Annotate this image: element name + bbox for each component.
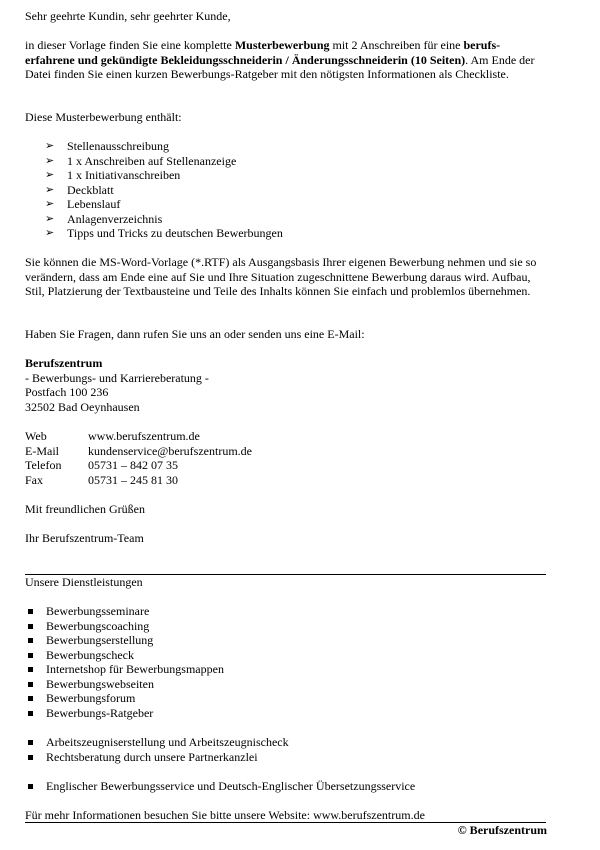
arrow-bullet-icon: ➢ [45,169,55,181]
arrow-bullet-icon: ➢ [45,212,55,225]
web-link[interactable]: www.berufszentrum.de [88,429,200,443]
square-bullet-icon [28,682,33,687]
signature: Ihr Berufszentrum-Team [25,531,144,545]
square-bullet-icon [28,784,33,789]
square-bullet-icon [28,638,33,643]
square-bullet-icon [28,667,33,672]
company-po-box: Postfach 100 236 [25,385,109,399]
list-item: Bewerbungscoaching [25,619,224,634]
contact-table [25,429,252,487]
greeting: Sehr geehrte Kundin, sehr geehrter Kunde, [25,9,231,23]
intro-bold-2: berufs-erfahrene und gekündigte Bekleidungsschneiderin / Änderungsschneiderin (10 Seiten) [25,38,501,67]
services-list-english [25,779,415,794]
list-item: Arbeitszeugniserstellung und Arbeitszeugnischeck [25,735,289,750]
arrow-bullet-icon: ➢ [45,183,55,196]
square-bullet-icon [28,653,33,658]
more-info-line: Für mehr Informationen besuchen Sie bitte unsere Website: www.berufszentrum.de [25,808,425,822]
list-item: ➢ 1 x Initiativanschreiben [45,168,181,182]
square-bullet-icon [28,609,33,614]
list-item: ➢ Anlagenverzeichnis [45,211,163,226]
company-city: 32502 Bad Oeynhausen [25,399,140,414]
company-name: Berufszentrum [25,356,103,370]
intro-bold-1: Musterbewerbung [234,38,330,52]
list-item: Bewerbungsseminare [25,604,224,619]
services-list-legal [25,735,289,764]
intro-text-1: in dieser Vorlage finden Sie eine komplette [25,38,235,52]
arrow-bullet-icon: ➢ [45,140,55,152]
square-bullet-icon [28,755,33,760]
list-item: Bewerbungsforum [25,691,224,706]
intro-paragraph [25,38,540,82]
list-item: ➢ Tipps und Tricks zu deutschen Bewerbungen [45,226,283,240]
questions-line: Haben Sie Fragen, dann rufen Sie uns an oder senden uns eine E-Mail: [25,327,365,341]
square-bullet-icon [28,696,33,701]
arrow-bullet-icon: ➢ [45,198,55,210]
intro-text-2: mit 2 Anschreiben für eine [329,38,464,52]
services-title: Unsere Dienstleistungen [25,575,143,589]
list-item: Englischer Bewerbungsservice und Deutsch-Englischer Übersetzungsservice [25,779,415,794]
intro-text-3: . Am Ende der Datei finden Sie einen kurzen Bewerbungs-Ratgeber mit den nötigsten Informationen als Checkliste. [25,52,535,81]
square-bullet-icon [28,711,33,716]
services-list [25,604,224,720]
company-address [25,356,209,414]
list-item: ➢ Lebenslauf [45,197,121,211]
closing: Mit freundlichen Grüßen [25,502,145,516]
contact-row-email: E-Mail kundenservice@berufszentrum.de [25,443,252,458]
email-link[interactable]: kundenservice@berufszentrum.de [88,443,252,458]
contents-heading: Diese Musterbewerbung enthält: [25,110,182,124]
list-item: ➢ Stellenausschreibung [45,139,169,153]
copyright: © Berufszentrum [457,823,547,837]
usage-paragraph: Sie können die MS-Word-Vorlage (*.RTF) als Ausgangsbasis Ihrer eigenen Bewerbung nehmen und sie so verändern, dass am Ende eine auf Sie und Ihre Situation zugeschnittene Bewerbung daraus wird. Aufbau, Stil, Platzierung der Textbausteine und Teile des Inhalts können Sie einfach und problemlos übernehmen. [25,255,537,298]
contact-row-phone: Telefon 05731 – 842 07 35 [25,458,252,473]
list-item: Rechtsberatung durch unsere Partnerkanzlei [25,750,289,765]
square-bullet-icon [28,624,33,629]
contents-list [45,139,283,241]
arrow-bullet-icon: ➢ [45,154,55,167]
square-bullet-icon [28,740,33,745]
contact-row-fax: Fax 05731 – 245 81 30 [25,473,252,488]
list-item: Bewerbungswebseiten [25,677,224,692]
list-item: Bewerbungscheck [25,648,224,663]
list-item: ➢ 1 x Anschreiben auf Stellenanzeige [45,153,237,168]
list-item: ➢ Deckblatt [45,182,114,197]
list-item: Internetshop für Bewerbungsmappen [25,662,224,677]
contact-row-web: Web www.berufszentrum.de [25,429,252,444]
phone-number: 05731 – 842 07 35 [88,458,178,472]
company-tagline: - Bewerbungs- und Karriereberatung - [25,370,209,385]
list-item: Bewerbungs-Ratgeber [25,706,224,721]
arrow-bullet-icon: ➢ [45,227,55,239]
list-item: Bewerbungserstellung [25,633,224,648]
fax-number: 05731 – 245 81 30 [88,472,178,487]
